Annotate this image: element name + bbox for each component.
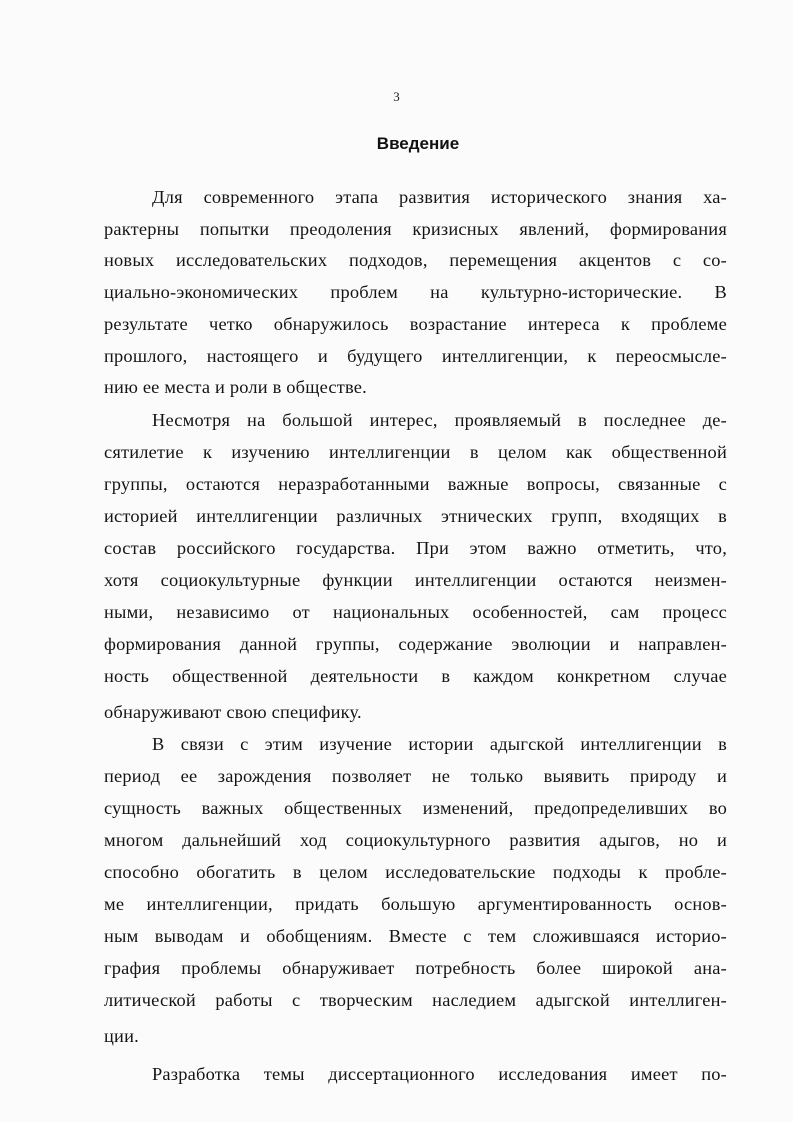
text-line: сятилетие к изучению интеллигенции в целом как общественной <box>104 442 727 462</box>
text-line: период ее зарождения позволяет не только выявить природу и <box>104 766 727 786</box>
page-number: 3 <box>393 89 400 104</box>
text-line: результате четко обнаружилось возрастание интереса к проблеме <box>104 314 727 334</box>
text-line: историей интеллигенции различных этнических групп, входящих в <box>104 506 727 526</box>
text-line: ным выводам и обобщениям. Вместе с тем сложившаяся историо- <box>104 926 727 946</box>
text-line: Для современного этапа развития исторического знания ха- <box>152 187 727 207</box>
text-line: формирования данной группы, содержание эволюции и направлен- <box>104 634 727 654</box>
text-line: литической работы с творческим наследием адыгской интеллиген- <box>104 990 727 1010</box>
page-title: Введение <box>376 134 460 153</box>
text-line: циально-экономических проблем на культурно-исторические. В <box>104 282 727 302</box>
text-line: графия проблемы обнаруживает потребность более широкой ана- <box>104 958 727 978</box>
text-line: новых исследовательских подходов, перемещения акцентов с со- <box>104 250 727 270</box>
text-line: обнаруживают свою специфику. <box>104 702 362 722</box>
text-line: группы, остаются неразработанными важные вопросы, связанные с <box>104 474 727 494</box>
text-line: ции. <box>104 1026 139 1046</box>
text-line: В связи с этим изучение истории адыгской интеллигенции в <box>152 734 727 754</box>
text-line: Несмотря на большой интерес, проявляемый в последнее де- <box>152 410 727 430</box>
text-line: прошлого, настоящего и будущего интеллигенции, к переосмысле- <box>104 346 727 366</box>
text-line: рактерны попытки преодоления кризисных явлений, формирования <box>104 219 727 239</box>
text-line: состав российского государства. При этом важно отметить, что, <box>104 538 727 558</box>
text-line: нию ее места и роли в обществе. <box>104 377 367 397</box>
text-line: сущность важных общественных изменений, предопределивших во <box>104 798 727 818</box>
text-line: ме интеллигенции, придать большую аргументированность основ- <box>104 894 727 914</box>
text-line: хотя социокультурные функции интеллигенции остаются неизмен- <box>104 570 727 590</box>
text-line: многом дальнейший ход социокультурного развития адыгов, но и <box>104 830 727 850</box>
text-line: Разработка темы диссертационного исследования имеет по- <box>152 1064 727 1084</box>
text-line: ными, независимо от национальных особенностей, сам процесс <box>104 602 727 622</box>
text-line: способно обогатить в целом исследовательские подходы к пробле- <box>104 862 727 882</box>
text-line: ность общественной деятельности в каждом конкретном случае <box>104 666 727 686</box>
